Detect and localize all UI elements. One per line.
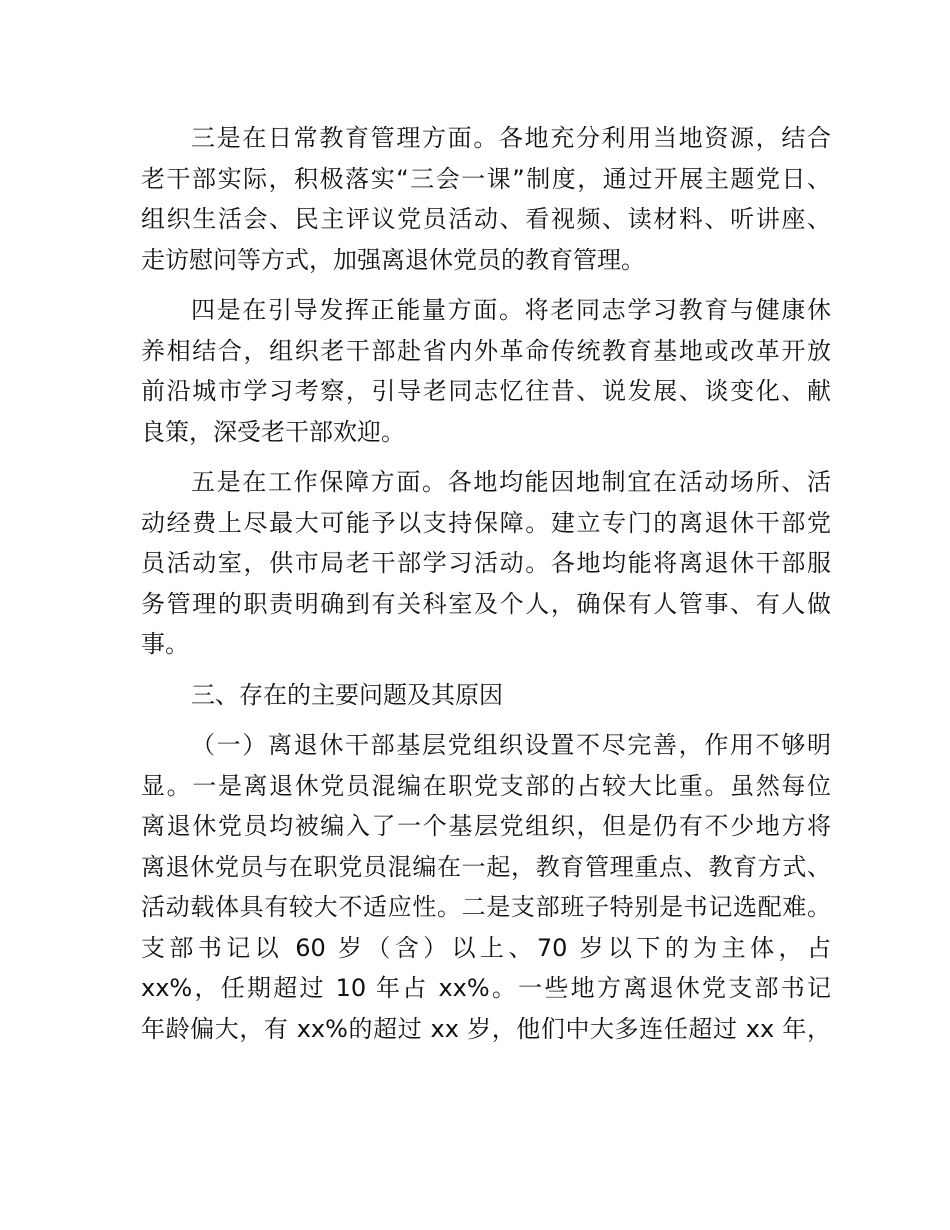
paragraph-line: 事。 [141, 630, 189, 658]
section-heading: 三、存在的主要问题及其原因 [191, 680, 503, 709]
paragraph-line: xx%，任期超过 10 年占 xx%。一些地方离退休党支部书记 [141, 974, 831, 1002]
paragraph-line: 务管理的职责明确到有关科室及个人，确保有人管事、有人做 [141, 589, 831, 618]
paragraph-party-organization [141, 725, 831, 1049]
paragraph-line: 支部书记以 60 岁（含）以上、70 岁以下的为主体，占 [141, 933, 831, 962]
paragraph-line: 活动载体具有较大不适应性。二是支部班子特别是书记选配难。 [141, 893, 831, 921]
paragraph-line: 四是在引导发挥正能量方面。将老同志学习教育与健康休 [191, 296, 831, 324]
paragraph-line: 走访慰问等方式，加强离退休党员的教育管理。 [141, 245, 645, 274]
paragraph-line: 离退休党员与在职党员混编在一起，教育管理重点、教育方式、 [141, 852, 831, 881]
paragraph-line: 动经费上尽最大可能予以支持保障。建立专门的离退休干部党 [141, 508, 831, 537]
paragraph-line: 显。一是离退休党员混编在职党支部的占较大比重。虽然每位 [141, 771, 831, 800]
paragraph-line: 老干部实际，积极落实“三会一课”制度，通过开展主题党日、 [141, 164, 831, 193]
paragraph-line: 良策，深受老干部欢迎。 [141, 417, 405, 446]
paragraph-line: 员活动室，供市局老干部学习活动。各地均能将离退休干部服 [141, 549, 831, 577]
paragraph-positive-energy [141, 290, 831, 452]
paragraph-work-guarantee [141, 462, 831, 665]
paragraph-line: 养相结合，组织老干部赴省内外革命传统教育基地或改革开放 [141, 336, 831, 365]
paragraph-line: 组织生活会、民主评议党员活动、看视频、读材料、听讲座、 [141, 205, 831, 233]
document-body [141, 118, 831, 1049]
paragraph-line: 三是在日常教育管理方面。各地充分利用当地资源，结合 [191, 124, 831, 152]
paragraph-line: 前沿城市学习考察，引导老同志忆往昔、说发展、谈变化、献 [141, 377, 831, 405]
paragraph-line: 五是在工作保障方面。各地均能因地制宜在活动场所、活 [191, 468, 831, 496]
section-heading-main-problems [141, 675, 831, 716]
paragraph-line: 离退休党员均被编入了一个基层党组织，但是仍有不少地方将 [141, 812, 831, 840]
paragraph-line: （一）离退休干部基层党组织设置不尽完善，作用不够明 [191, 731, 831, 759]
paragraph-line: 年龄偏大，有 xx%的超过 xx 岁，他们中大多连任超过 xx 年， [141, 1014, 831, 1043]
paragraph-daily-education [141, 118, 831, 280]
